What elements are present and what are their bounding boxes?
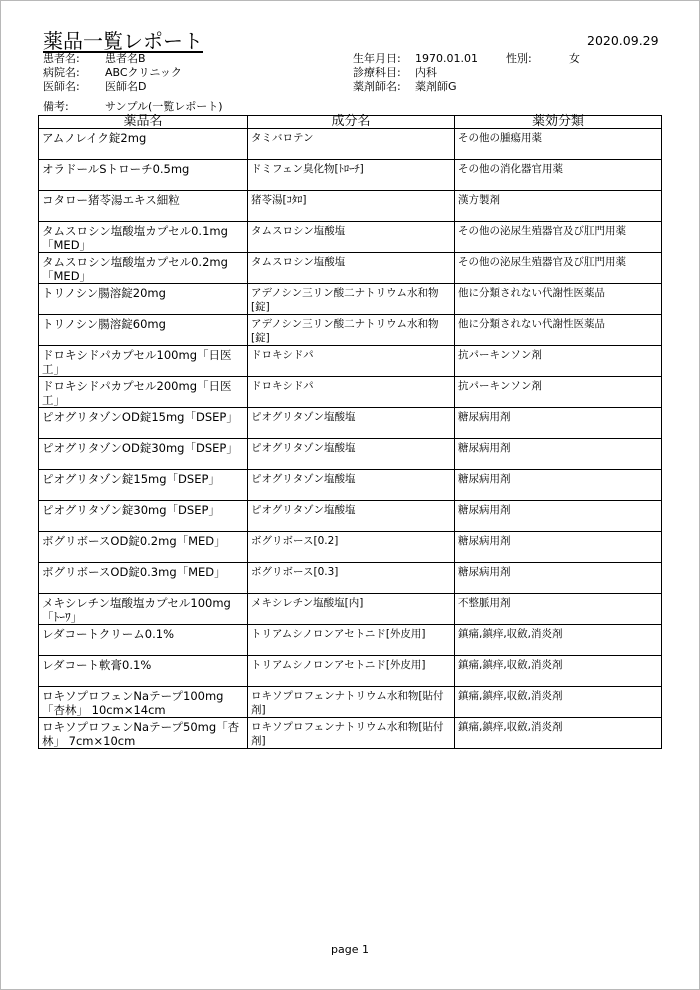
ingredient-cell: トリアムシノロンアセトニド[外皮用] [248,656,455,687]
ingredient-cell: ボグリボース[0.3] [248,563,455,594]
category-cell: 不整脈用剤 [455,594,662,625]
drug-name-cell: メキシレチン塩酸塩カプセル100mg「ﾄｰﾜ」 [39,594,248,625]
report-date: 2020.09.29 [587,33,659,48]
table-row [39,346,662,377]
table-row [39,687,662,718]
category-cell: 糖尿病用剤 [455,532,662,563]
category-cell: 他に分類されない代謝性医薬品 [455,315,662,346]
ingredient-cell: ドロキシドパ [248,377,455,408]
table-row [39,532,662,563]
drug-name-cell: ピオグリタゾンOD錠30mg「DSEP」 [39,439,248,470]
ingredient-cell: ボグリボース[0.2] [248,532,455,563]
drug-name-cell: ピオグリタゾンOD錠15mg「DSEP」 [39,408,248,439]
ingredient-cell: タムスロシン塩酸塩 [248,222,455,253]
ingredient-cell: アデノシン三リン酸二ナトリウム水和物[錠] [248,315,455,346]
drug-name-cell: アムノレイク錠2mg [39,129,248,160]
drug-name-cell: トリノシン腸溶錠60mg [39,315,248,346]
table-row [39,222,662,253]
category-cell: その他の消化器官用薬 [455,160,662,191]
birth-label: 生年月日: [353,52,401,65]
category-cell: その他の泌尿生殖器官及び肛門用薬 [455,222,662,253]
drug-name-cell: ピオグリタゾン錠30mg「DSEP」 [39,501,248,532]
header-drug-name: 薬品名 [39,116,248,129]
table-row [39,129,662,160]
hospital-value: ABCクリニック [105,66,182,79]
page-number: page 1 [331,943,369,956]
ingredient-cell: ピオグリタゾン塩酸塩 [248,470,455,501]
table-row [39,625,662,656]
table-row [39,408,662,439]
table-row [39,439,662,470]
category-cell: 漢方製剤 [455,191,662,222]
ingredient-cell: ピオグリタゾン塩酸塩 [248,408,455,439]
doctor-label: 医師名: [43,80,80,93]
category-cell: 糖尿病用剤 [455,408,662,439]
table-row [39,284,662,315]
drug-name-cell: ロキソプロフェンNaテープ100mg「杏林」 10cm×14cm [39,687,248,718]
drug-name-cell: レダコートクリーム0.1% [39,625,248,656]
table-body [39,129,662,749]
ingredient-cell: ピオグリタゾン塩酸塩 [248,439,455,470]
ingredient-cell: アデノシン三リン酸二ナトリウム水和物[錠] [248,284,455,315]
sex-value: 女 [569,52,580,65]
category-cell: 鎮痛,鎮痒,収斂,消炎剤 [455,625,662,656]
category-cell: 鎮痛,鎮痒,収斂,消炎剤 [455,687,662,718]
table-row [39,253,662,284]
table-row [39,594,662,625]
category-cell: 糖尿病用剤 [455,439,662,470]
ingredient-cell: ロキソプロフェンナトリウム水和物[貼付剤] [248,718,455,749]
category-cell: 抗パーキンソン剤 [455,377,662,408]
table-row [39,501,662,532]
drug-name-cell: ドロキシドパカプセル100mg「日医工」 [39,346,248,377]
ingredient-cell: ドミフェン臭化物[ﾄﾛｰﾁ] [248,160,455,191]
category-cell: その他の泌尿生殖器官及び肛門用薬 [455,253,662,284]
category-cell: 抗パーキンソン剤 [455,346,662,377]
patient-value: 患者名B [105,52,146,65]
ingredient-cell: メキシレチン塩酸塩[内] [248,594,455,625]
category-cell: 他に分類されない代謝性医薬品 [455,284,662,315]
category-cell: 糖尿病用剤 [455,501,662,532]
table-header-row [39,116,662,129]
pharmacist-value: 薬剤師G [415,80,457,93]
remarks-label: 備考: [43,100,69,113]
category-cell: その他の腫瘍用薬 [455,129,662,160]
table-row [39,718,662,749]
department-label: 診療科目: [353,66,401,79]
birth-value: 1970.01.01 [415,52,478,65]
patient-label: 患者名: [43,52,80,65]
drug-name-cell: コタロー猪苓湯エキス細粒 [39,191,248,222]
department-value: 内科 [415,66,437,79]
category-cell: 糖尿病用剤 [455,563,662,594]
drug-name-cell: タムスロシン塩酸塩カプセル0.1mg「MED」 [39,222,248,253]
table-row [39,160,662,191]
hospital-label: 病院名: [43,66,80,79]
category-cell: 鎮痛,鎮痒,収斂,消炎剤 [455,656,662,687]
drug-name-cell: タムスロシン塩酸塩カプセル0.2mg「MED」 [39,253,248,284]
ingredient-cell: トリアムシノロンアセトニド[外皮用] [248,625,455,656]
drug-name-cell: ロキソプロフェンNaテープ50mg「杏林」 7cm×10cm [39,718,248,749]
table-row [39,191,662,222]
ingredient-cell: 猪苓湯[ｺﾀﾛ] [248,191,455,222]
drug-name-cell: トリノシン腸溶錠20mg [39,284,248,315]
table-row [39,656,662,687]
category-cell: 糖尿病用剤 [455,470,662,501]
ingredient-cell: タミバロテン [248,129,455,160]
table-row [39,563,662,594]
header-ingredient: 成分名 [248,116,455,129]
ingredient-cell: ドロキシドパ [248,346,455,377]
drug-name-cell: ボグリボースOD錠0.3mg「MED」 [39,563,248,594]
pharmacist-label: 薬剤師名: [353,80,401,93]
table-row [39,377,662,408]
ingredient-cell: ロキソプロフェンナトリウム水和物[貼付剤] [248,687,455,718]
ingredient-cell: タムスロシン塩酸塩 [248,253,455,284]
report-title: 薬品一覧レポート [43,29,203,53]
sex-label: 性別: [506,52,532,65]
drug-name-cell: ピオグリタゾン錠15mg「DSEP」 [39,470,248,501]
doctor-value: 医師名D [105,80,147,93]
ingredient-cell: ピオグリタゾン塩酸塩 [248,501,455,532]
drug-name-cell: レダコート軟膏0.1% [39,656,248,687]
remarks-value: サンプル(一覧レポート) [105,100,223,113]
drug-name-cell: オラドールSトローチ0.5mg [39,160,248,191]
table-row [39,315,662,346]
drug-table [38,115,662,749]
category-cell: 鎮痛,鎮痒,収斂,消炎剤 [455,718,662,749]
header-category: 薬効分類 [455,116,662,129]
drug-name-cell: ボグリボースOD錠0.2mg「MED」 [39,532,248,563]
drug-name-cell: ドロキシドパカプセル200mg「日医工」 [39,377,248,408]
table-row [39,470,662,501]
